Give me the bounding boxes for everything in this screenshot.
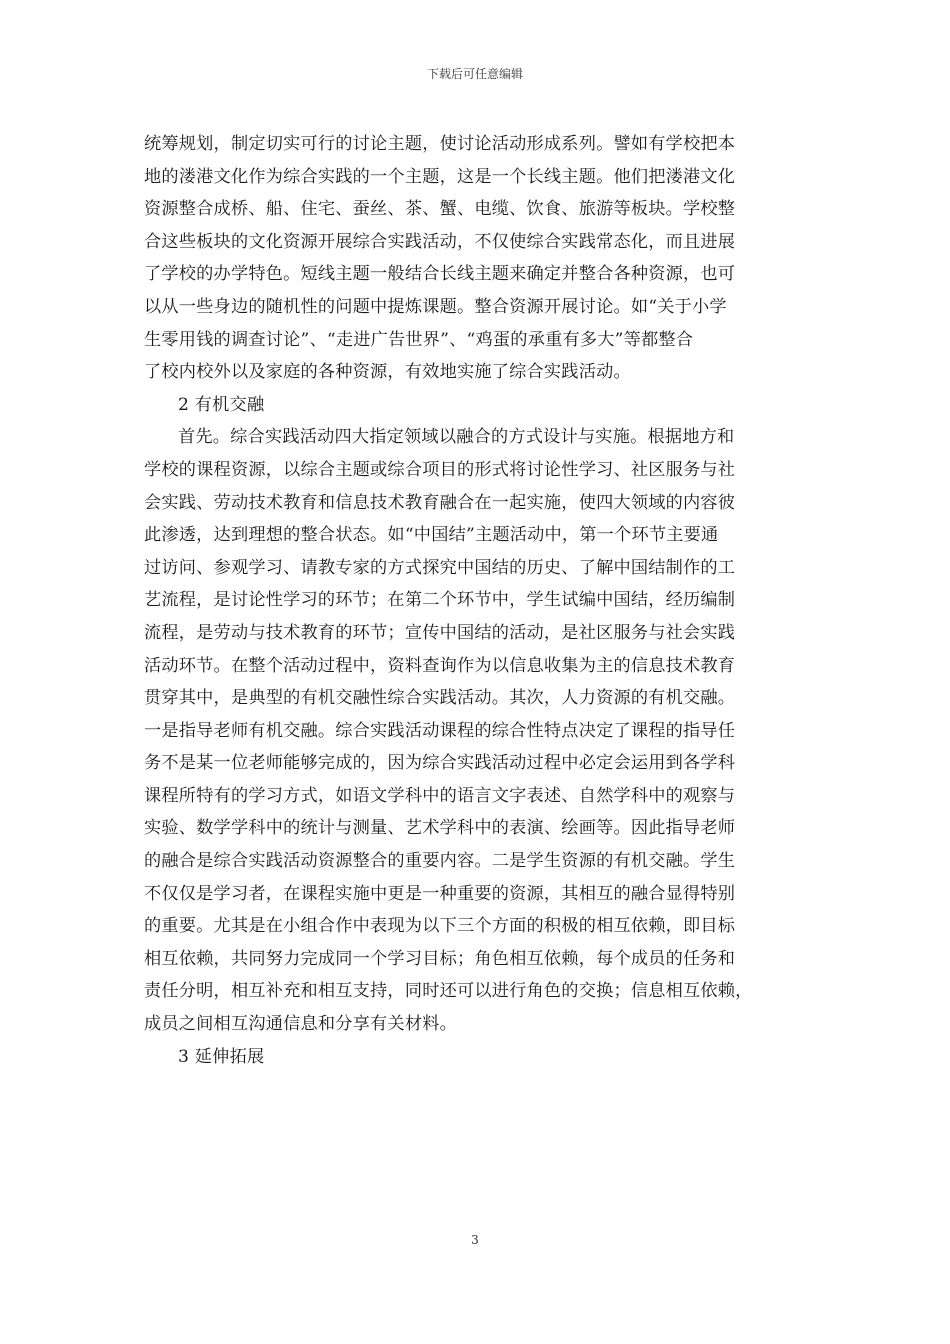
section-heading: 3 延伸拓展 [178, 1046, 265, 1067]
paragraph-line: 流程，是劳动与技术教育的环节；宣传中国结的活动，是社区服务与社会实践 [144, 622, 736, 643]
paragraph-line: 首先。综合实践活动四大指定领域以融合的方式设计与实施。根据地方和 [178, 427, 735, 448]
paragraph-line: 成员之间相互沟通信息和分享有关材料。 [144, 1014, 457, 1035]
paragraph-line: 实验、数学学科中的统计与测量、艺术学科中的表演、绘画等。因此指导老师 [144, 818, 736, 839]
paragraph-line: 务不是某一位老师能够完成的，因为综合实践活动过程中必定会运用到各学科 [144, 753, 736, 774]
paragraph-line: 一是指导老师有机交融。综合实践活动课程的综合性特点决定了课程的指导任 [144, 720, 736, 741]
paragraph-line: 资源整合成桥、船、住宅、蚕丝、茶、蟹、电缆、饮食、旅游等板块。学校整 [144, 199, 736, 220]
paragraph-line: 了学校的办学特色。短线主题一般结合长线主题来确定并整合各种资源，也可 [144, 264, 736, 285]
page-header: 下载后可任意编辑 [426, 67, 523, 81]
paragraph-line: 活动环节。在整个活动过程中，资料查询作为以信息收集为主的信息技术教育 [144, 655, 736, 676]
paragraph-line: 责任分明，相互补充和相互支持，同时还可以进行角色的交换；信息相互依赖， [144, 981, 753, 1002]
paragraph-line: 统筹规划，制定切实可行的讨论主题，使讨论活动形成系列。譬如有学校把本 [144, 134, 736, 154]
paragraph-line: 课程所特有的学习方式，如语文学科中的语言文字表述、自然学科中的观察与 [144, 785, 736, 806]
paragraph-line: 地的溇港文化作为综合实践的一个主题，这是一个长线主题。他们把溇港文化 [144, 166, 736, 187]
paragraph-line: 过访问、参观学习、请教专家的方式探究中国结的历史、了解中国结制作的工 [144, 557, 736, 578]
section-heading: 2 有机交融 [178, 394, 265, 415]
paragraph-line: 艺流程，是讨论性学习的环节；在第二个环节中，学生试编中国结，经历编制 [144, 590, 736, 611]
paragraph-line: 以从一些身边的随机性的问题中提炼课题。整合资源开展讨论。如“关于小学 [144, 296, 727, 317]
paragraph-line: 贯穿其中，是典型的有机交融性综合实践活动。其次，人力资源的有机交融。 [144, 688, 736, 709]
paragraph-line: 合这些板块的文化资源开展综合实践活动，不仅使综合实践常态化，而且进展 [144, 231, 736, 252]
paragraph-line: 此渗透，达到理想的整合状态。如“中国结”主题活动中，第一个环节主要通 [144, 525, 719, 546]
paragraph-line: 了校内校外以及家庭的各种资源，有效地实施了综合实践活动。 [144, 362, 631, 383]
document-body [144, 128, 812, 1073]
paragraph-line: 的融合是综合实践活动资源整合的重要内容。二是学生资源的有机交融。学生 [144, 851, 736, 872]
paragraph-line: 会实践、劳动技术教育和信息技术教育融合在一起实施，使四大领域的内容彼 [144, 492, 736, 513]
page-number: 3 [471, 1233, 479, 1247]
paragraph-line: 相互依赖，共同努力完成同一个学习目标；角色相互依赖，每个成员的任务和 [144, 948, 736, 969]
paragraph-line: 不仅仅是学习者，在课程实施中更是一种重要的资源，其相互的融合显得特别 [144, 883, 736, 904]
paragraph-line: 学校的课程资源，以综合主题或综合项目的形式将讨论性学习、社区服务与社 [144, 459, 736, 480]
paragraph-line: 的重要。尤其是在小组合作中表现为以下三个方面的积极的相互依赖，即目标 [144, 916, 736, 937]
paragraph-line: 生零用钱的调查讨论”、“走进广告世界”、“鸡蛋的承重有多大”等都整合 [144, 329, 694, 350]
